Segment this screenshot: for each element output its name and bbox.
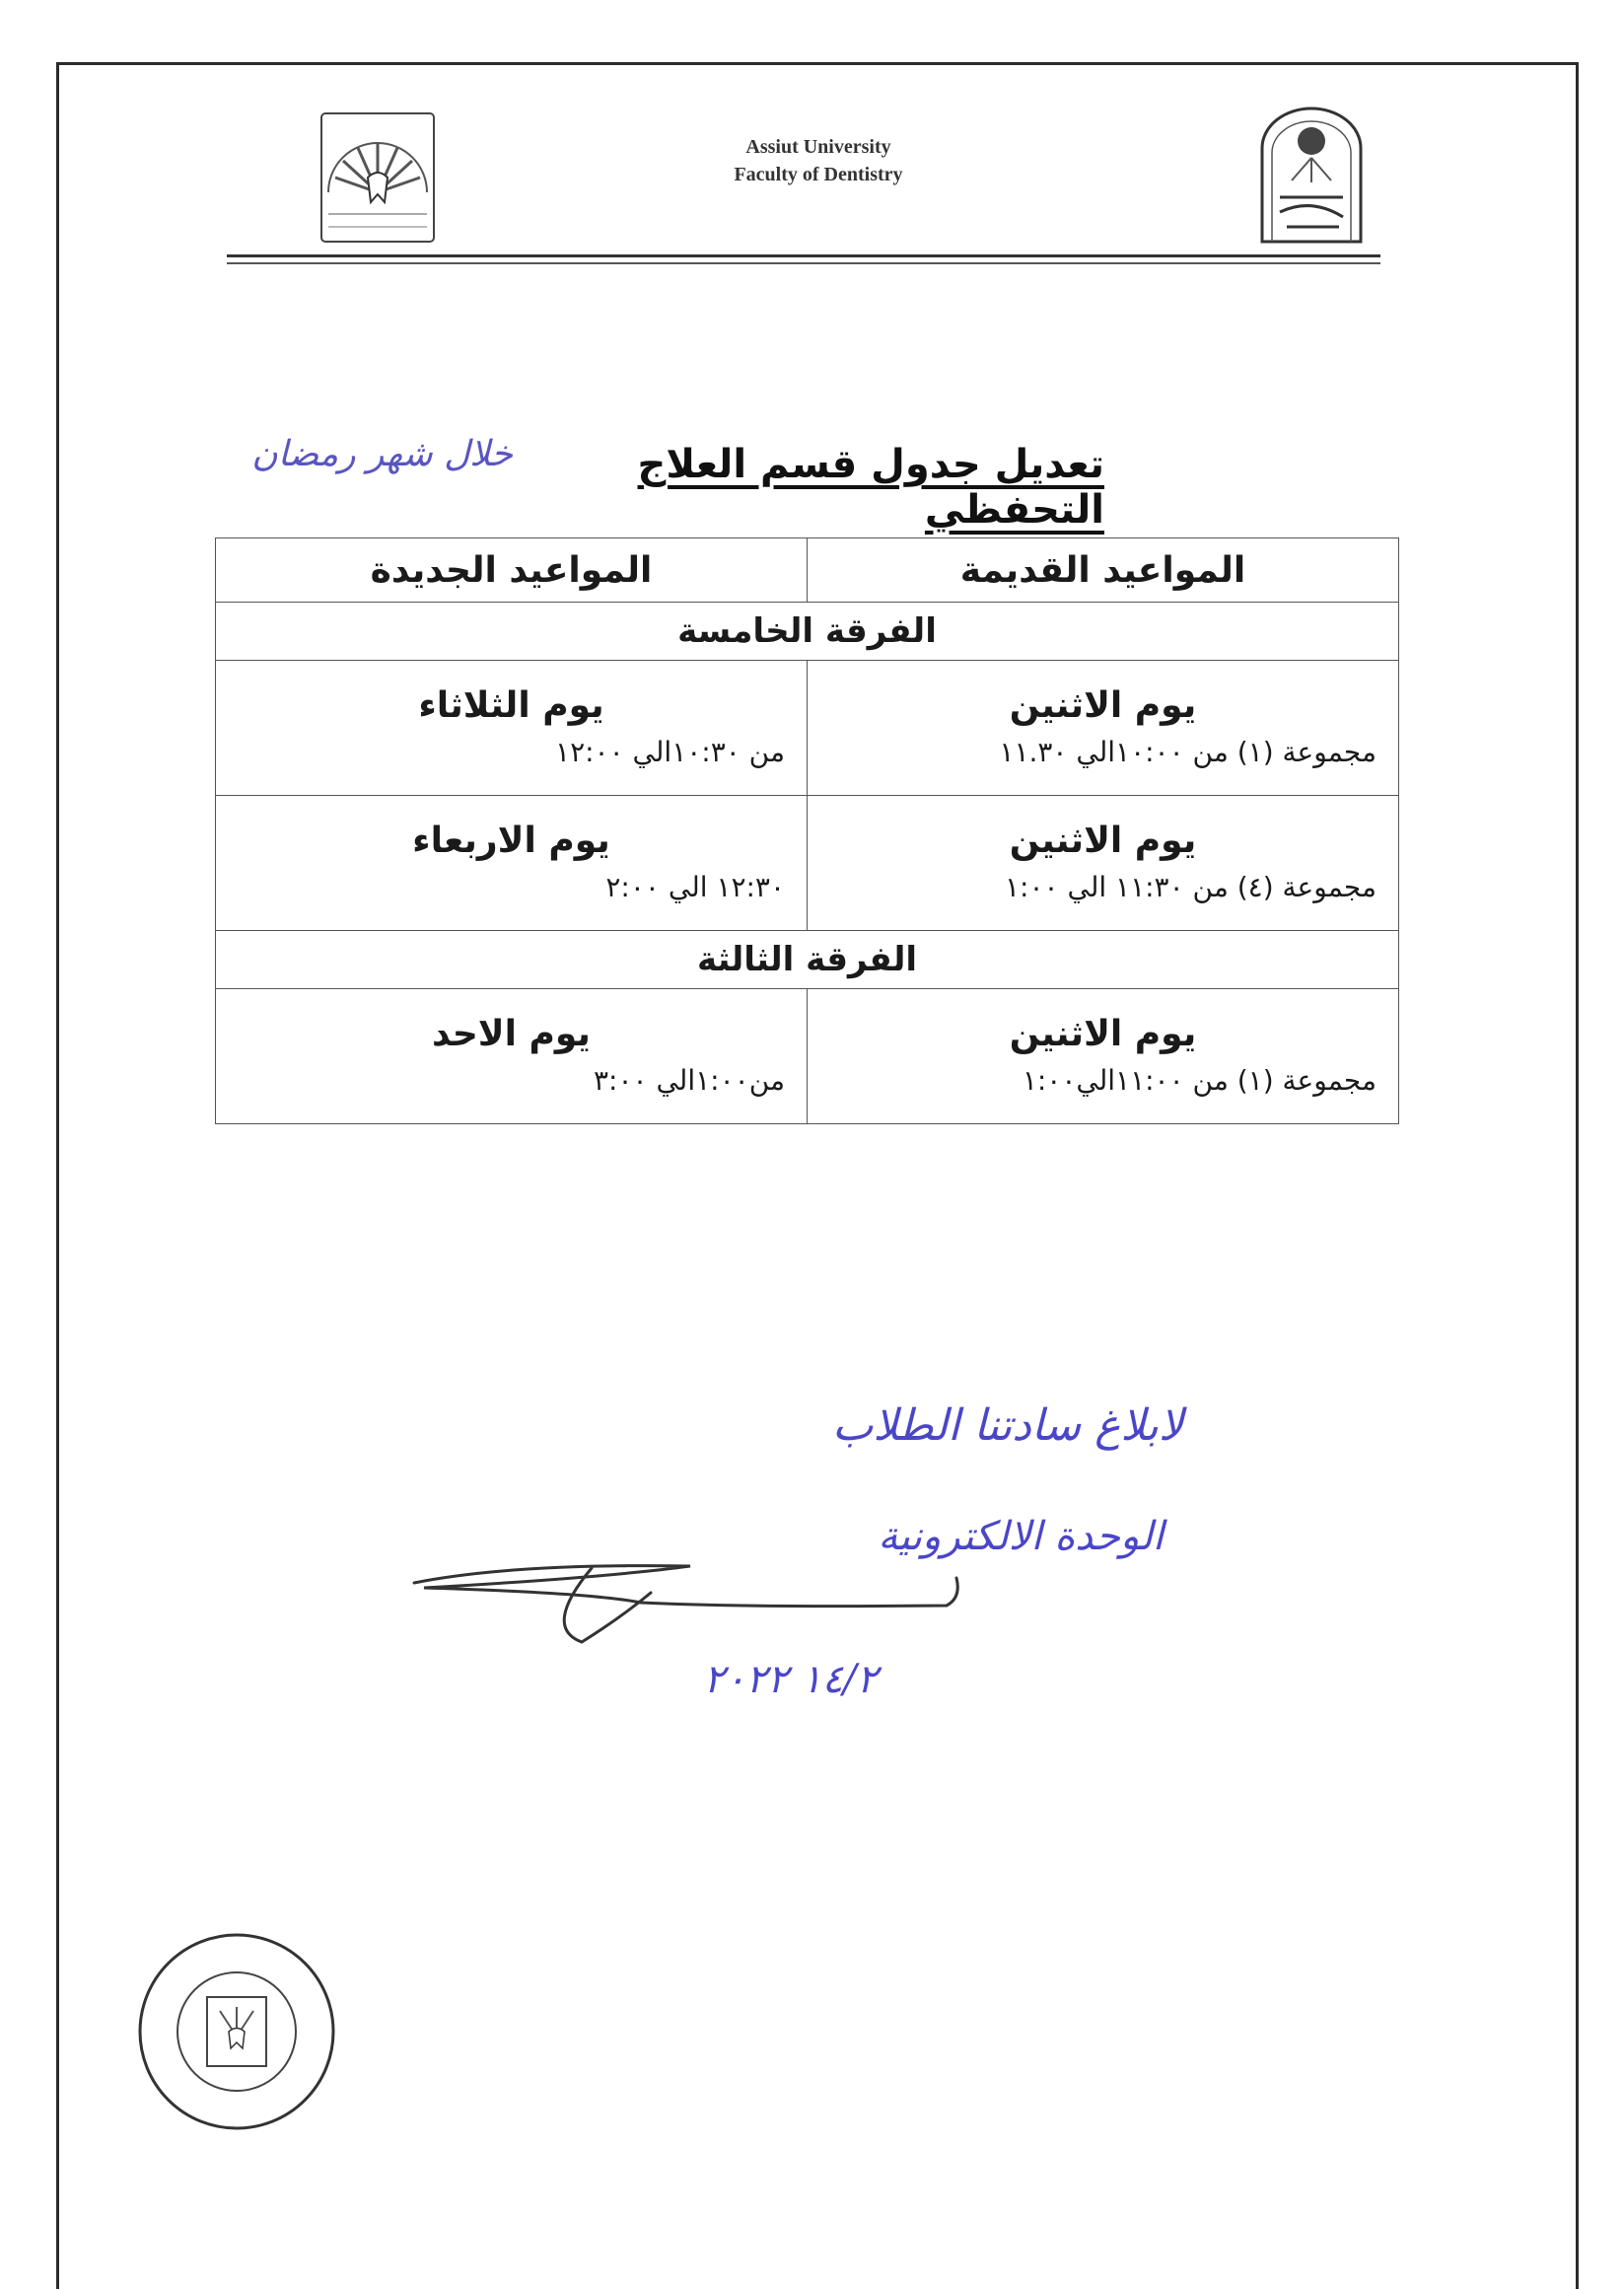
new-time: من١:٠٠الي ٣:٠٠	[594, 1064, 785, 1097]
official-stamp-icon	[133, 1928, 340, 2135]
old-time: مجموعة (١) من ١١:٠٠الي١:٠٠	[1022, 1064, 1377, 1097]
group-row	[216, 603, 1399, 661]
col-new-header: المواعيد الجديدة	[216, 538, 808, 603]
group-name: الفرقة الخامسة	[216, 603, 1399, 661]
new-slot	[216, 989, 808, 1124]
old-time: مجموعة (٤) من ١١:٣٠ الي ١:٠٠	[1005, 871, 1377, 903]
faculty-name: Faculty of Dentistry	[734, 164, 903, 185]
col-old-header: المواعيد القديمة	[808, 538, 1399, 603]
faculty-logo-icon	[314, 104, 442, 251]
new-time: من ١٠:٣٠الي ١٢:٠٠	[555, 736, 785, 768]
handwritten-note-line2: الوحدة الالكترونية	[878, 1514, 1164, 1559]
table-row	[216, 989, 1399, 1124]
old-day: يوم الاثنين	[1009, 685, 1197, 726]
old-slot	[808, 796, 1399, 931]
old-slot	[808, 989, 1399, 1124]
university-name: Assiut University	[745, 136, 891, 158]
old-day: يوم الاثنين	[1009, 821, 1197, 861]
group-row	[216, 931, 1399, 989]
schedule-table	[215, 537, 1399, 1124]
new-day: يوم الثلاثاء	[418, 685, 604, 726]
old-day: يوم الاثنين	[1009, 1014, 1197, 1054]
group-name: الفرقة الثالثة	[216, 931, 1399, 989]
document-title: تعديل جدول قسم العلاج التحفظي	[637, 442, 1104, 533]
table-row	[216, 661, 1399, 796]
header-rule-thin	[227, 262, 1380, 264]
new-slot	[216, 661, 808, 796]
new-day: يوم الاربعاء	[412, 821, 610, 861]
handwritten-title-note: خلال شهر رمضان	[251, 434, 513, 474]
handwritten-note-line1: لابلاغ سادتنا الطلاب	[831, 1400, 1183, 1451]
old-time: مجموعة (١) من ١٠:٠٠الي ١١.٣٠	[999, 736, 1377, 768]
handwritten-date: ١٤/٢ ٢٠٢٢	[703, 1657, 878, 1702]
new-slot	[216, 796, 808, 931]
header-rule	[227, 254, 1380, 257]
table-row	[216, 796, 1399, 931]
new-day: يوم الاحد	[432, 1014, 591, 1054]
header-institution	[671, 133, 966, 188]
signature-icon	[394, 1548, 966, 1657]
new-time: ١٢:٣٠ الي ٢:٠٠	[605, 871, 785, 903]
university-logo-icon	[1252, 104, 1371, 247]
table-header-row	[216, 538, 1399, 603]
old-slot	[808, 661, 1399, 796]
